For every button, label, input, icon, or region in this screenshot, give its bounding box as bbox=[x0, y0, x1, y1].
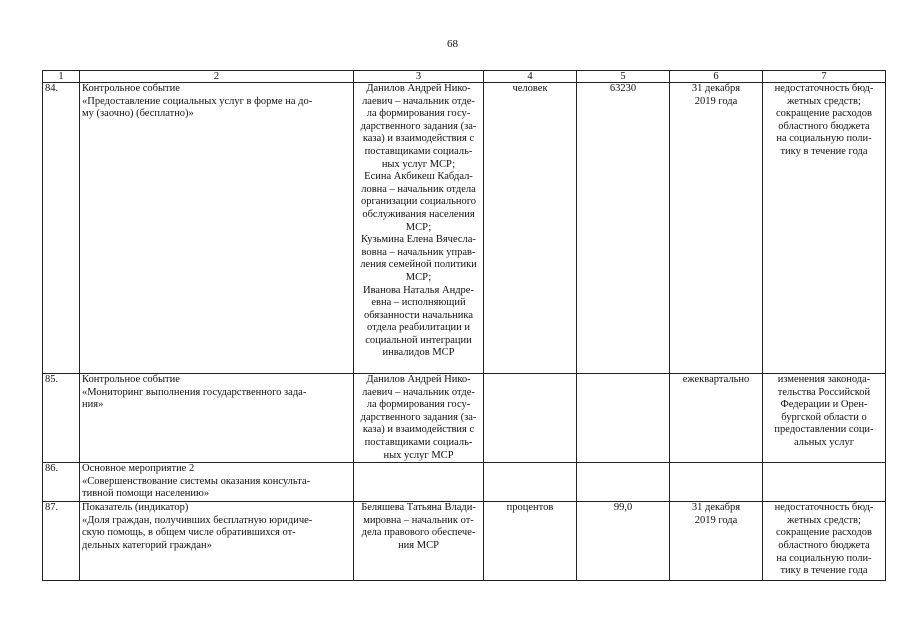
responsible-line: Кузьмина Елена Вячесла- bbox=[361, 234, 476, 246]
risks-cell bbox=[763, 83, 886, 374]
risk-line: жетных средств; bbox=[787, 95, 861, 107]
risks-cell bbox=[763, 502, 886, 581]
value-cell bbox=[577, 463, 670, 502]
responsible-line: евна – исполняющий bbox=[371, 297, 466, 309]
responsible-line: каза) и взаимодействия с bbox=[362, 133, 475, 145]
deadline-line: 2019 года bbox=[694, 514, 738, 526]
risks-cell bbox=[763, 374, 886, 463]
event-name-cell bbox=[80, 463, 354, 502]
responsible-line: ных услуг МСР; bbox=[381, 158, 456, 170]
plan-table bbox=[42, 70, 886, 581]
row-number: 87. bbox=[43, 502, 80, 581]
responsible-cell bbox=[354, 502, 484, 581]
risk-line: областного бюджета bbox=[778, 120, 870, 132]
responsible-line: дарственного задания (за- bbox=[360, 411, 477, 423]
responsible-cell bbox=[354, 374, 484, 463]
event-name-line: «Доля граждан, получивших бесплатную юридиче- bbox=[82, 514, 313, 526]
responsible-line: отдела реабилитации и bbox=[366, 322, 471, 334]
event-name-cell bbox=[80, 374, 354, 463]
responsible-line: ния МСР bbox=[398, 539, 439, 551]
deadline-cell bbox=[670, 463, 763, 502]
event-name-line: «Совершенствование системы оказания консульта- bbox=[82, 475, 311, 487]
row-number: 84. bbox=[43, 83, 80, 374]
responsible-line: дарственного задания (за- bbox=[360, 120, 477, 132]
event-name-line: Показатель (индикатор) bbox=[82, 502, 189, 514]
column-header: 6 bbox=[670, 71, 763, 83]
risk-line: альных услуг bbox=[793, 436, 855, 448]
responsible-line: ления семейной политики bbox=[360, 259, 477, 271]
responsible-line: лаевич – начальник отде- bbox=[362, 95, 475, 107]
risk-line: недостаточность бюд- bbox=[774, 502, 874, 514]
row-number: 85. bbox=[43, 374, 80, 463]
risk-line: бургской области о bbox=[781, 411, 867, 423]
risk-line: на социальную поли- bbox=[776, 133, 872, 145]
unit-cell: человек bbox=[484, 83, 577, 374]
event-name-line: дельных категорий граждан» bbox=[82, 539, 212, 551]
responsible-cell bbox=[354, 463, 484, 502]
responsible-line: Беляшева Татьяна Влади- bbox=[361, 502, 476, 514]
responsible-line: поставщиками социаль- bbox=[364, 145, 473, 157]
value-cell bbox=[577, 374, 670, 463]
event-name-line: му (заочно) (бесплатно)» bbox=[82, 108, 194, 120]
event-name-line: «Мониторинг выполнения государственного зада- bbox=[82, 386, 307, 398]
unit-cell bbox=[484, 374, 577, 463]
event-name-line: ния» bbox=[82, 399, 104, 411]
responsible-line: ла формирования госу- bbox=[366, 108, 471, 120]
responsible-line: вовна – начальник управ- bbox=[361, 246, 476, 258]
table-row bbox=[43, 374, 886, 463]
column-header: 1 bbox=[43, 71, 80, 83]
event-name-line: тивной помощи населению» bbox=[82, 488, 210, 500]
responsible-line: МСР; bbox=[405, 271, 432, 283]
responsible-line: Иванова Наталья Андре- bbox=[363, 284, 474, 296]
page-number: 68 bbox=[447, 38, 458, 50]
deadline-line: 31 декабря bbox=[691, 502, 741, 514]
responsible-line: социальной интеграции bbox=[365, 334, 472, 346]
event-name-cell bbox=[80, 83, 354, 374]
responsible-line: ных услуг МСР bbox=[383, 449, 454, 461]
column-header: 2 bbox=[80, 71, 354, 83]
value-cell: 63230 bbox=[577, 83, 670, 374]
unit-cell bbox=[484, 463, 577, 502]
deadline-line: ежеквартально bbox=[682, 374, 750, 385]
event-name-cell bbox=[80, 502, 354, 581]
column-header: 3 bbox=[354, 71, 484, 83]
event-name-line: Контрольное событие bbox=[82, 83, 180, 94]
risk-line: предоставлении соци- bbox=[774, 424, 874, 436]
table-row bbox=[43, 463, 886, 502]
responsible-line: ловна – начальник отдела bbox=[361, 183, 476, 195]
deadline-line: 31 декабря bbox=[691, 83, 741, 94]
deadline-line: 2019 года bbox=[694, 95, 738, 107]
responsible-line: ла формирования госу- bbox=[366, 399, 471, 411]
responsible-line: Данилов Андрей Нико- bbox=[366, 83, 471, 94]
responsible-line: обслуживания населения bbox=[362, 208, 475, 220]
risk-line: тику в течение года bbox=[780, 565, 868, 577]
risk-line: недостаточность бюд- bbox=[774, 83, 874, 94]
column-header: 7 bbox=[763, 71, 886, 83]
risk-line: тику в течение года bbox=[780, 145, 868, 157]
event-name-line: Контрольное событие bbox=[82, 374, 180, 385]
risk-line: Федерации и Орен- bbox=[780, 399, 868, 411]
column-header: 5 bbox=[577, 71, 670, 83]
risk-line: областного бюджета bbox=[778, 539, 870, 551]
unit-cell: процентов bbox=[484, 502, 577, 581]
table-row bbox=[43, 83, 886, 374]
event-name-line: скую помощь, в общем числе обратившихся от- bbox=[82, 527, 296, 539]
responsible-line: инвалидов МСР bbox=[382, 347, 455, 359]
table-row bbox=[43, 502, 886, 581]
risk-line: тельства Российской bbox=[777, 386, 871, 398]
responsible-line: лаевич – начальник отде- bbox=[362, 386, 475, 398]
risk-line: на социальную поли- bbox=[776, 552, 872, 564]
risk-line: сокращение расходов bbox=[776, 108, 872, 120]
value-cell: 99,0 bbox=[577, 502, 670, 581]
risk-line: жетных средств; bbox=[787, 514, 861, 526]
responsible-line: Есина Акбикеш Кабдал- bbox=[364, 171, 473, 183]
deadline-cell bbox=[670, 502, 763, 581]
deadline-cell bbox=[670, 374, 763, 463]
responsible-line: обязанности начальника bbox=[364, 309, 473, 321]
column-number-row bbox=[43, 71, 886, 83]
responsible-line: МСР; bbox=[405, 221, 432, 233]
row-number: 86. bbox=[43, 463, 80, 502]
responsible-line: организации социального bbox=[360, 196, 477, 208]
responsible-line: поставщиками социаль- bbox=[364, 436, 473, 448]
responsible-cell bbox=[354, 83, 484, 374]
risk-line: сокращение расходов bbox=[776, 527, 872, 539]
column-header: 4 bbox=[484, 71, 577, 83]
risk-line: изменения законода- bbox=[777, 374, 871, 385]
event-name-line: «Предоставление социальных услуг в форме на до- bbox=[82, 95, 313, 107]
event-name-line: Основное мероприятие 2 bbox=[82, 463, 195, 475]
responsible-line: дела правового обеспече- bbox=[361, 527, 476, 539]
responsible-line: Данилов Андрей Нико- bbox=[366, 374, 471, 385]
deadline-cell bbox=[670, 83, 763, 374]
risks-cell bbox=[763, 463, 886, 502]
responsible-line: мировна – начальник от- bbox=[363, 514, 474, 526]
responsible-line: каза) и взаимодействия с bbox=[362, 424, 475, 436]
